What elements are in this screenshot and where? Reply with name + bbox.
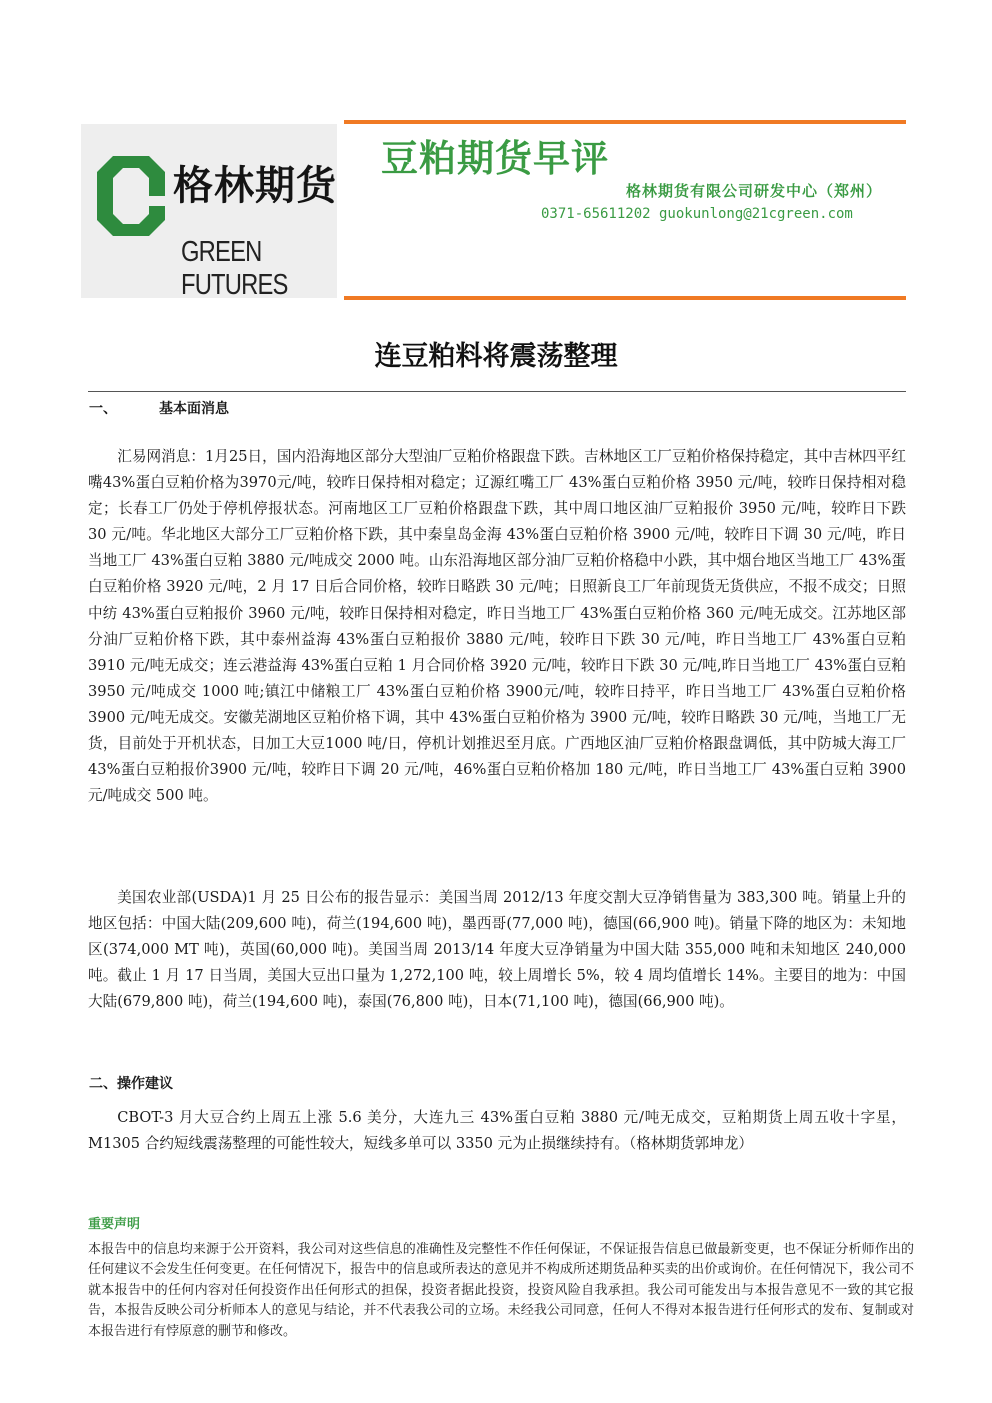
green-futures-logo-mark-icon bbox=[95, 150, 167, 242]
header-bottom-rule bbox=[344, 296, 906, 300]
logo-english-name: GREEN FUTURES bbox=[181, 236, 288, 301]
section1-title: 基本面消息 bbox=[159, 401, 229, 417]
section2-heading: 二、操作建议 bbox=[89, 1076, 173, 1092]
logo-chinese-name: 格林期货 bbox=[173, 163, 337, 209]
section1-heading bbox=[89, 398, 229, 418]
fundamentals-paragraph-1: 汇易网消息：1月25日，国内沿海地区部分大型油厂豆粕价格跟盘下跌。吉林地区工厂豆粕价格保持稳定，其中吉林四平红嘴43%蛋白豆粕价格为3970元/吨，较昨日保持相对稳定；辽源红嘴工厂 43%蛋白豆粕价格 3950 元/吨，较昨日保持相对稳定；长春工厂仍处于停机停报状态。河南地区工厂豆粕价格跟盘下跌，其中周口地区油厂豆粕报价 3950 元/吨，较昨日下跌 30 元/吨。华北地区大部分工厂豆粕价格下跌，其中秦皇岛金海 43%蛋白豆粕价格 3900 元/吨，较昨日下调 30 元/吨，昨日当地工厂 43%蛋白豆粕 3880 元/吨成交 2000 吨。山东沿海地区部分油厂豆粕价格稳中小跌，其中烟台地区当地工厂 43%蛋白豆粕价格 3920 元/吨，2 月 17 日后合同价格，较昨日略跌 30 元/吨；日照新良工厂年前现货无货供应，不报不成交；日照中纺 43%蛋白豆粕报价 3960 元/吨，较昨日保持相对稳定，昨日当地工厂 43%蛋白豆粕价格 360 元/吨无成交。江苏地区部分油厂豆粕价格下跌，其中泰州益海 43%蛋白豆粕报价 3880 元/吨，较昨日下跌 30 元/吨，昨日当地工厂 43%蛋白豆粕 3910 元/吨无成交；连云港益海 43%蛋白豆粕 1 月合同价格 3920 元/吨，较昨日下跌 30 元/吨,昨日当地工厂 43%蛋白豆粕 3950 元/吨成交 1000 吨;镇江中储粮工厂 43%蛋白豆粕价格 3900元/吨，较昨日持平，昨日当地工厂 43%蛋白豆粕价格 3900 元/吨无成交。安徽芜湖地区豆粕价格下调，其中 43%蛋白豆粕价格为 3900 元/吨，较昨日略跌 30 元/吨，当地工厂无货，目前处于开机状态，日加工大豆1000 吨/日，停机计划推迟至月底。广西地区油厂豆粕价格跟盘调低，其中防城大海工厂 43%蛋白豆粕报价3900 元/吨，较昨日下调 20 元/吨，46%蛋白豆粕价格加 180 元/吨，昨日当地工厂 43%蛋白豆粕 3900 元/吨成交 500 吨。 bbox=[88, 448, 906, 805]
header-top-rule bbox=[344, 120, 906, 124]
disclaimer-title: 重要声明 bbox=[88, 1217, 141, 1232]
page-title: 连豆粕料将震荡整理 bbox=[374, 341, 618, 372]
company-logo bbox=[81, 124, 337, 301]
title-divider bbox=[88, 391, 906, 392]
report-series-title: 豆粕期货早评 bbox=[381, 137, 609, 180]
fundamentals-paragraph-2: 美国农业部(USDA)1 月 25 日公布的报告显示：美国当周 2012/13 年度交割大豆净销售量为 383,300 吨。销量上升的地区包括：中国大陆(209,600 吨)，荷兰(194,600 吨)，墨西哥(77,000 吨)，德国(66,900 吨)。销量下降的地区为：未知地区(374,000 MT 吨)，英国(60,000 吨)。美国当周 2013/14 年度大豆净销量为中国大陆 355,000 吨和未知地区 240,000 吨。截止 1 月 17 日当周，美国大豆出口量为 1,272,100 吨，较上周增长 5%，较 4 周均值增长 14%。主要目的地为：中国大陆(679,800 吨)，荷兰(194,600 吨)，泰国(76,800 吨)，日本(71,100 吨)，德国(66,900 吨)。 bbox=[88, 889, 906, 1011]
trading-advice-paragraph: CBOT-3 月大豆合约上周五上涨 5.6 美分，大连九三 43%蛋白豆粕 3880 元/吨无成交，豆粕期货上周五收十字星，M1305 合约短线震荡整理的可能性较大，短线多单可以 3350 元为止损继续持有。（格林期货郭坤龙） bbox=[88, 1109, 906, 1153]
section1-number: 一、 bbox=[89, 401, 117, 417]
disclaimer-text: 本报告中的信息均来源于公开资料，我公司对这些信息的准确性及完整性不作任何保证，不保证报告信息已做最新变更，也不保证分析师作出的任何建议不会发生任何变更。在任何情况下，报告中的信息或所表达的意见并不构成所述期货品种买卖的出价或询价。在任何情况下，我公司不就本报告中的任何内容对任何投资作出任何形式的担保，投资者据此投资，投资风险自我承担。我公司可能发出与本报告意见不一致的其它报告，本报告反映公司分析师本人的意见与结论，并不代表我公司的立场。未经我公司同意，任何人不得对本报告进行任何形式的发布、复制或对本报告进行有悖原意的删节和修改。 bbox=[88, 1242, 914, 1339]
contact-info: 0371-65611202 guokunlong@21cgreen.com bbox=[541, 206, 853, 222]
company-department: 格林期货有限公司研发中心（郑州） bbox=[625, 182, 882, 200]
